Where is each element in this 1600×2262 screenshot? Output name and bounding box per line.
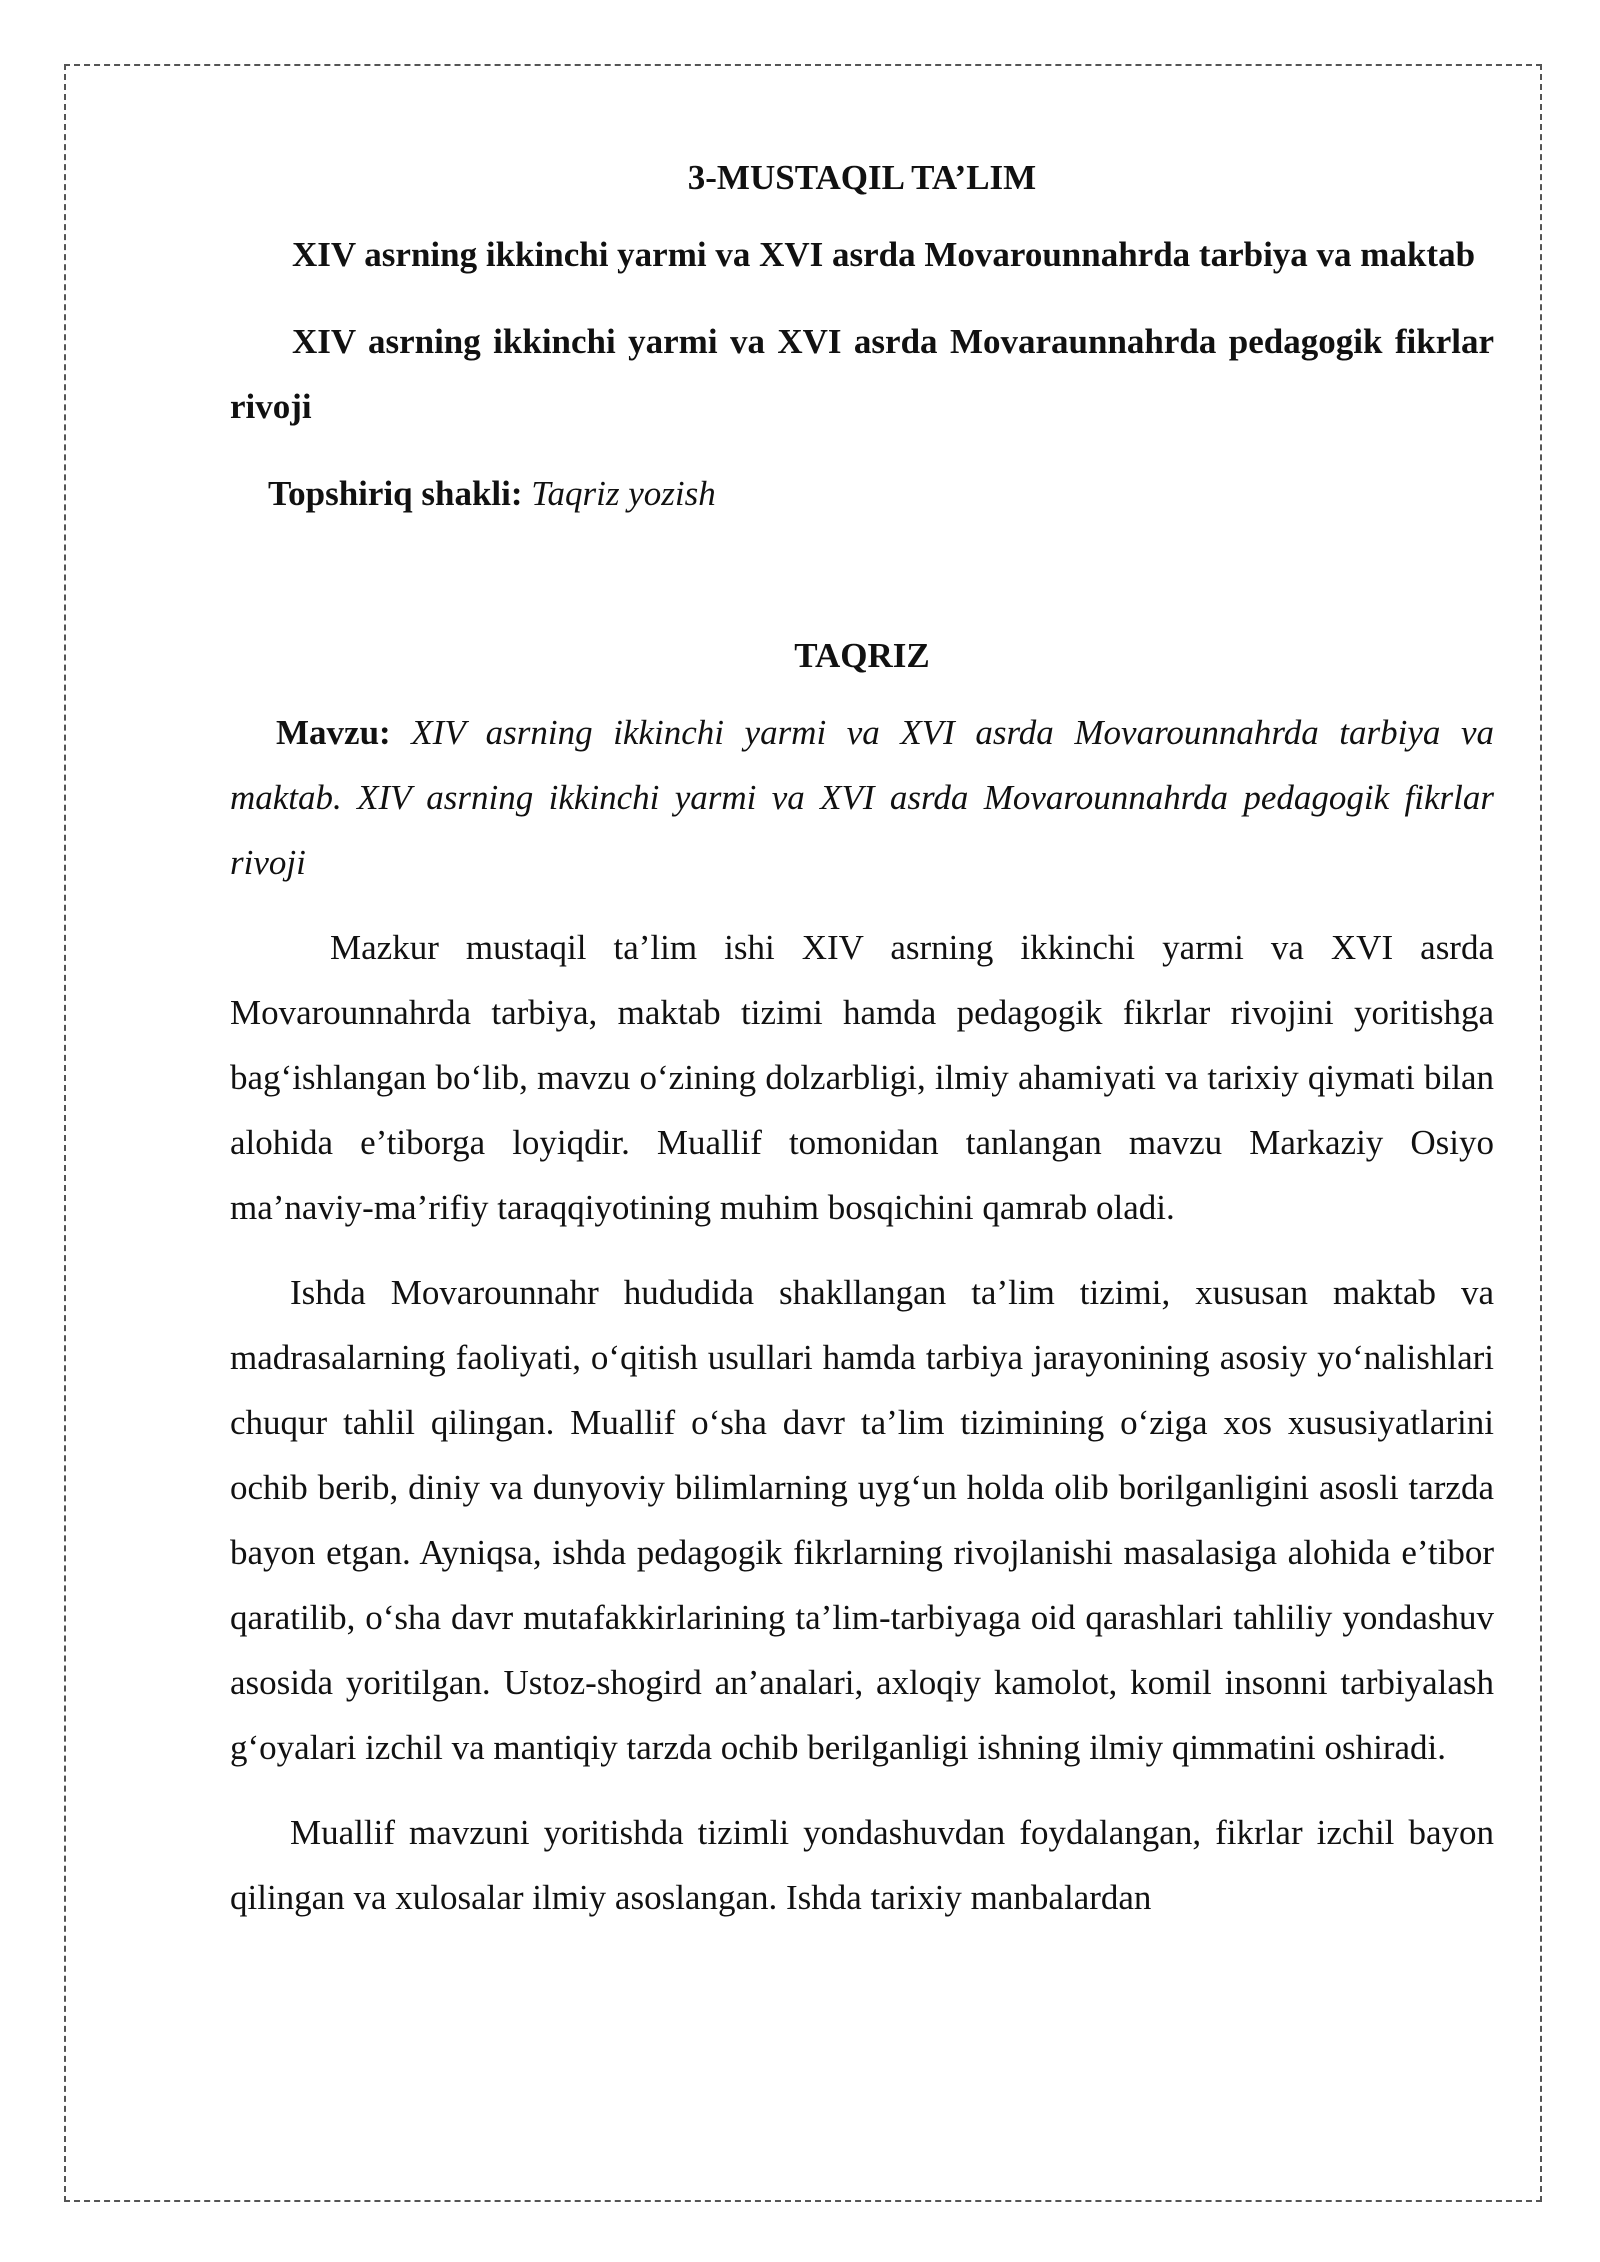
topic-label: Mavzu: <box>276 713 391 752</box>
topic-value: XIV asrning ikkinchi yarmi va XVI asrda Movarounnahrda tarbiya va maktab. XIV asrning ikkinchi yarmi va XVI asrda Movarounnahrda pedagogik fikrlar rivoji <box>230 713 1494 882</box>
task-value: Taqriz yozish <box>531 474 716 513</box>
review-title: TAQRIZ <box>794 636 930 675</box>
task-label: Topshiriq shakli: <box>268 474 523 513</box>
task-line <box>230 461 1494 526</box>
document-content <box>230 148 1494 1950</box>
body-paragraph-1: Mazkur mustaqil ta’lim ishi XIV asrning ikkinchi yarmi va XVI asrda Movarounnahrda tarbiya, maktab tizimi hamda pedagogik fikrlar rivojini yoritishga bag‘ishlangan bo‘lib, mavzu o‘zining dolzarbligi, ilmiy ahamiyati va tarixiy qiymati bilan alohida e’tiborga loyiqdir. Muallif tomonidan tanlangan mavzu Markaziy Osiyo ma’naviy-ma’rifiy taraqqiyotining muhim bosqichini qamrab oladi. <box>230 928 1494 1227</box>
document-title: 3-MUSTAQIL TA’LIM <box>687 158 1037 197</box>
heading-2: XIV asrning ikkinchi yarmi va XVI asrda Movaraunnahrda pedagogik fikrlar rivoji <box>230 322 1494 426</box>
topic-line <box>230 700 1494 895</box>
body-paragraph-2: Ishda Movarounnahr hududida shakllangan ta’lim tizimi, xususan maktab va madrasalarning faoliyati, o‘qitish usullari hamda tarbiya jarayonining asosiy yo‘nalishlari chuqur tahlil qilingan. Muallif o‘sha davr ta’lim tizimining o‘ziga xos xususiyatlarini ochib berib, diniy va dunyoviy bilimlarning uyg‘un holda olib borilganligini asosli tarzda bayon etgan. Ayniqsa, ishda pedagogik fikrlarning rivojlanishi masalasiga alohida e’tibor qaratilib, o‘sha davr mutafakkirlarining ta’lim-tarbiyaga oid qarashlari tahliliy yondashuv asosida yoritilgan. Ustoz-shogird an’analari, axloqiy kamolot, komil insonni tarbiyalash g‘oyalari izchil va mantiqiy tarzda ochib berilganligi ishning ilmiy qimmatini oshiradi. <box>230 1273 1494 1767</box>
heading-1: XIV asrning ikkinchi yarmi va XVI asrda Movarounnahrda tarbiya va maktab <box>292 235 1476 274</box>
body-paragraph-3: Muallif mavzuni yoritishda tizimli yondashuvdan foydalangan, fikrlar izchil bayon qilingan va xulosalar ilmiy asoslangan. Ishda tarixiy manbalardan <box>230 1813 1494 1917</box>
